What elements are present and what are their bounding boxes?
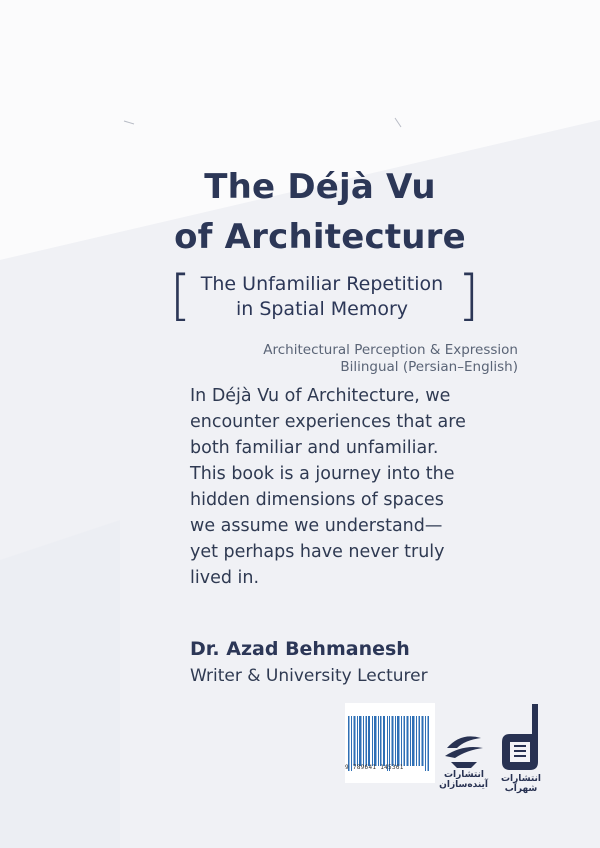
subtitle-line-1: The Unfamiliar Repetition: [200, 273, 444, 295]
meta-line-1: Architectural Perception & Expression: [263, 342, 518, 358]
paragraph-line: both familiar and unfamiliar.: [190, 438, 439, 458]
description-paragraph: [190, 383, 520, 591]
title-line-2: of Architecture: [174, 217, 466, 257]
paragraph-line: yet perhaps have never truly: [190, 542, 445, 562]
barcode: [345, 703, 435, 783]
paragraph-line: This book is a journey into the: [190, 464, 455, 484]
publisher-1-line-1: انتشارات: [444, 770, 484, 780]
meta-line-2: Bilingual (Persian–English): [340, 359, 518, 375]
paragraph-line: encounter experiences that are: [190, 412, 466, 432]
open-bracket: [: [170, 264, 192, 327]
paragraph-line: lived in.: [190, 568, 260, 588]
publisher-2-line-2: شهرآب: [504, 784, 538, 794]
subtitle: [180, 272, 464, 322]
author-role: Writer & University Lecturer: [190, 666, 428, 686]
publisher-2-line-1: انتشارات: [501, 774, 541, 784]
publisher-1-line-2: آینده‌سازان: [439, 780, 488, 790]
paragraph-line: we assume we understand—: [190, 516, 443, 536]
close-bracket: ]: [458, 264, 480, 327]
publisher-2-name: [494, 774, 548, 794]
title-line-1: The Déjà Vu: [204, 167, 436, 207]
paragraph-line: In Déjà Vu of Architecture, we: [190, 386, 451, 406]
publisher-1-name: [440, 770, 488, 790]
isbn-digits: 9 789641 145361: [345, 764, 404, 771]
author-name: Dr. Azad Behmanesh: [190, 638, 410, 660]
publisher-logo-1: [441, 722, 487, 802]
paragraph-line: hidden dimensions of spaces: [190, 490, 444, 510]
subtitle-line-2: in Spatial Memory: [235, 298, 409, 320]
